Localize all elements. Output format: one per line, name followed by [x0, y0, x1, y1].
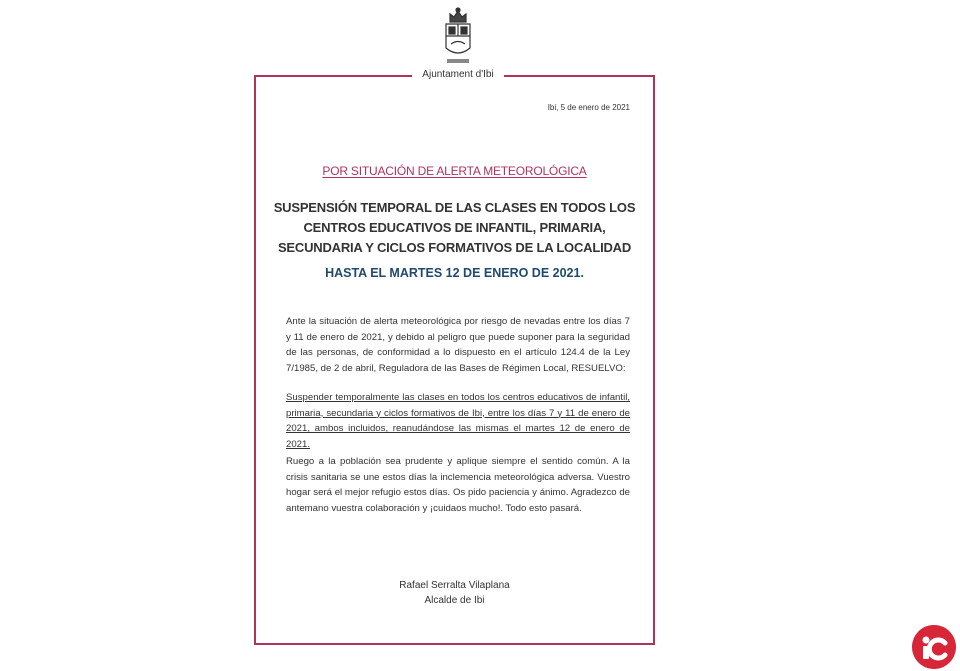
site-logo-icon[interactable]	[912, 625, 956, 669]
coat-of-arms-icon	[441, 6, 475, 66]
signature-title: Alcalde de Ibi	[424, 595, 485, 606]
paragraph-context: Ante la situación de alerta meteorológica por riesgo de nevadas entre los días 7 y 11 de enero de 2021, y debido al peligro que puede suponer para la seguridad de las personas, de conformidad a lo dispuesto en el artículo 124.4 de la Ley 7/1985, de 2 de abril, Reguladora de las Bases de Régimen Local, RESUELVO:	[286, 316, 630, 374]
signature-block	[254, 578, 655, 608]
paragraph-resolution	[286, 390, 630, 452]
alert-heading	[254, 164, 655, 178]
document-date: Ibi, 5 de enero de 2021	[547, 103, 630, 112]
paragraph-appeal: Ruego a la población sea prudente y aplique siempre el sentido común. A la crisis sanitaria se une estos días la inclemencia meteorológica adversa. Vuestro hogar será el mejor refugio estos días. Os pido paciencia y ánimo. Agradezco de antemano vuestra colaboración y ¡cuidaos mucho!. Todo esto pasará.	[286, 456, 630, 514]
organization-name: Ajuntament d'Ibi	[412, 66, 504, 84]
until-date: HASTA EL MARTES 12 DE ENERO DE 2021.	[325, 266, 584, 280]
signature-name: Rafael Serralta Vilaplana	[399, 580, 510, 591]
paragraph-resolution-text: Suspender temporalmente las clases en todos los centros educativos de infantil, primaria, secundaria y ciclos formativos de Ibi, entre los días 7 y 11 de enero de 2021, ambos incluidos, reanudándose las mismas el martes 12 de enero de 2021.	[286, 392, 630, 450]
document-headline: SUSPENSIÓN TEMPORAL DE LAS CLASES EN TODOS LOS CENTROS EDUCATIVOS DE INFANTIL, PRIMARIA, SECUNDARIA Y CICLOS FORMATIVOS DE LA LOCALIDAD	[273, 200, 636, 255]
alert-heading-text: POR SITUACIÓN DE ALERTA METEOROLÓGICA	[322, 164, 587, 178]
